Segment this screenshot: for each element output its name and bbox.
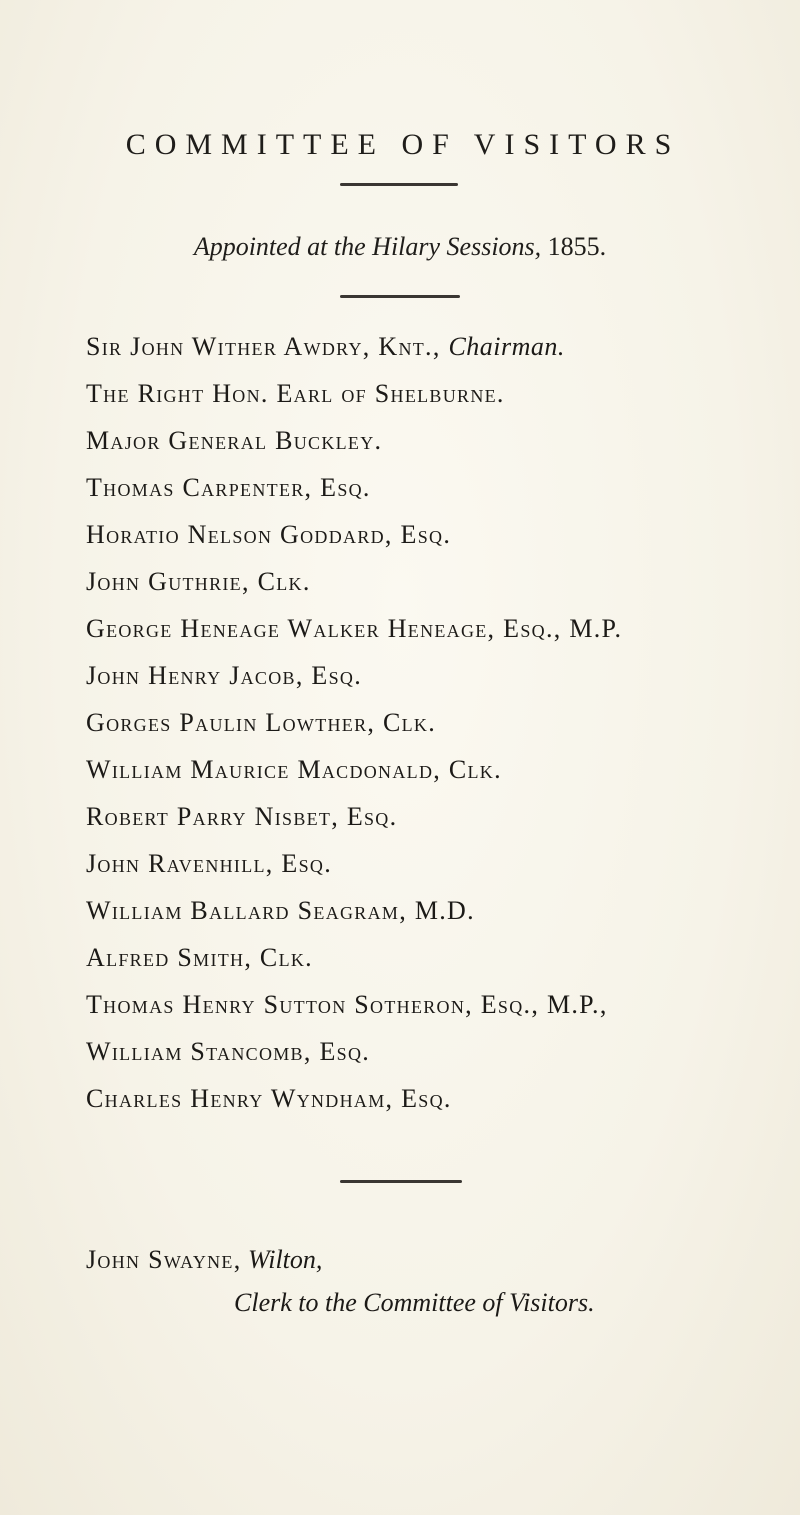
list-item (86, 323, 796, 370)
page-title: COMMITTEE OF VISITORS (125, 128, 681, 161)
divider-rule (340, 295, 460, 298)
list-item (86, 605, 796, 652)
member-name: John Ravenhill, Esq. (86, 849, 333, 878)
member-name: Horatio Nelson Goddard, Esq. (86, 520, 452, 549)
clerk-name: John Swayne, (86, 1245, 242, 1274)
divider-rule (340, 1180, 462, 1183)
list-item (86, 464, 796, 511)
member-name: Gorges Paulin Lowther, Clk. (86, 708, 437, 737)
list-item (86, 1028, 796, 1075)
member-name: Robert Parry Nisbet, Esq. (86, 802, 398, 831)
list-item (86, 934, 796, 981)
clerk-title: Clerk to the Committee of Visitors. (234, 1288, 595, 1317)
member-name: Major General Buckley. (86, 426, 383, 455)
member-role: Chairman. (448, 332, 565, 361)
list-item (86, 417, 796, 464)
list-item (86, 793, 796, 840)
list-item (86, 652, 796, 699)
list-item (86, 699, 796, 746)
subtitle (0, 232, 800, 262)
member-name: Thomas Henry Sutton Sotheron, Esq., M.P., (86, 990, 608, 1019)
member-name: William Maurice Macdonald, Clk. (86, 755, 502, 784)
list-item (86, 370, 796, 417)
list-item (86, 511, 796, 558)
member-name: Sir John Wither Awdry, Knt., (86, 332, 441, 361)
subtitle-year: 1855. (547, 232, 607, 261)
member-name: Alfred Smith, Clk. (86, 943, 313, 972)
member-name: George Heneage Walker Heneage, Esq., M.P. (86, 614, 623, 643)
list-item (86, 887, 796, 934)
list-item (86, 981, 796, 1028)
members-list (86, 323, 796, 1122)
member-name: John Henry Jacob, Esq. (86, 661, 363, 690)
clerk-place: Wilton, (248, 1245, 323, 1274)
member-name: William Stancomb, Esq. (86, 1037, 371, 1066)
member-name: Charles Henry Wyndham, Esq. (86, 1084, 452, 1113)
member-name: Thomas Carpenter, Esq. (86, 473, 371, 502)
list-item (86, 746, 796, 793)
member-name: John Guthrie, Clk. (86, 567, 311, 596)
clerk-signature (86, 1245, 786, 1317)
member-name: William Ballard Seagram, M.D. (86, 896, 475, 925)
list-item (86, 1075, 796, 1122)
list-item (86, 558, 796, 605)
member-name: The Right Hon. Earl of Shelburne. (86, 379, 505, 408)
list-item (86, 840, 796, 887)
subtitle-text: Appointed at the Hilary Sessions, (193, 232, 542, 261)
divider-rule (340, 183, 458, 186)
